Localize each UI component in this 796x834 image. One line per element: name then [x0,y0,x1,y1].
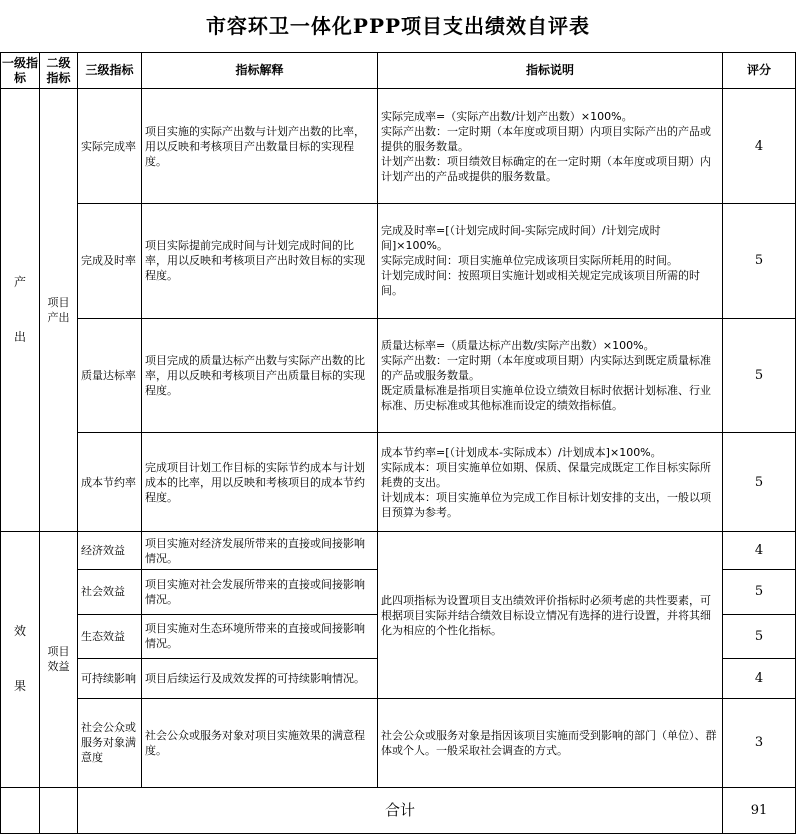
total-score: 91 [723,787,796,833]
total-empty-1 [1,787,40,833]
indicator-score: 4 [723,89,796,204]
total-empty-2 [40,787,78,833]
header-row [1,53,796,89]
category-effect [1,532,40,788]
indicator-score: 4 [723,532,796,570]
table-row [1,699,796,788]
indicator-description: 完成及时率=[（计划完成时间-实际完成时间）/计划完成时间]×100%。 实际完成时间：项目实施单位完成该项目实际所耗用的时间。 计划完成时间：按照项目实施计划或相关规定完成该项目所需的时间。 [378,203,723,318]
indicator-score: 5 [723,203,796,318]
indicator-score: 5 [723,318,796,433]
indicator-score: 5 [723,570,796,614]
indicator-score: 3 [723,699,796,788]
indicator-score: 4 [723,658,796,698]
indicator-name: 质量达标率 [78,318,142,433]
indicator-explanation: 项目完成的质量达标产出数与实际产出数的比率，用以反映和考核项目产出质量目标的实现程度。 [142,318,378,433]
indicator-name: 实际完成率 [78,89,142,204]
indicator-explanation: 项目实施对经济发展所带来的直接或间接影响情况。 [142,532,378,570]
indicator-explanation: 项目实施对社会发展所带来的直接或间接影响情况。 [142,570,378,614]
evaluation-table [0,52,796,834]
indicator-description: 成本节约率=[（计划成本-实际成本）/计划成本]×100%。 实际成本：项目实施单位如期、保质、保量完成既定工作目标实际所耗费的支出。 计划成本：项目实施单位为完成工作目标计划安排的支出，一般以项目预算为参考。 [378,433,723,532]
indicator-explanation: 项目后续运行及成效发挥的可持续影响情况。 [142,658,378,698]
header-level3: 三级指标 [78,53,142,89]
indicator-score: 5 [723,433,796,532]
header-level1: 一级指标 [1,53,40,89]
category-effect-char2: 果 [13,679,26,694]
category-output-char2: 出 [13,330,26,345]
indicator-name: 可持续影响 [78,658,142,698]
table-row [1,203,796,318]
table-row [1,318,796,433]
table-row [1,433,796,532]
indicator-name: 生态效益 [78,614,142,658]
table-row [1,532,796,570]
category-output-char1: 产 [13,275,26,290]
indicator-score: 5 [723,614,796,658]
indicator-name: 成本节约率 [78,433,142,532]
indicator-explanation: 社会公众或服务对象对项目实施效果的满意程度。 [142,699,378,788]
indicator-explanation: 项目实际提前完成时间与计划完成时间的比率，用以反映和考核项目产出时效目标的实现程度。 [142,203,378,318]
indicator-explanation: 项目实施的实际产出数与计划产出数的比率，用以反映和考核项目产出数量目标的实现程度。 [142,89,378,204]
header-description: 指标说明 [378,53,723,89]
header-explanation: 指标解释 [142,53,378,89]
indicator-description: 实际完成率=（实际产出数/计划产出数）×100%。 实际产出数：一定时期（本年度或项目期）内项目实际产出的产品或提供的服务数量。 计划产出数：项目绩效目标确定的在一定时期（本年度或项目期）内计划产出的产品或提供的服务数量。 [378,89,723,204]
shared-description: 此四项指标为设置项目支出绩效评价指标时必须考虑的共性要素，可根据项目实际并结合绩效目标设立情况有选择的进行设置，并将其细化为相应的个性化指标。 [378,532,723,699]
indicator-name: 完成及时率 [78,203,142,318]
indicator-name: 社会效益 [78,570,142,614]
indicator-explanation: 完成项目计划工作目标的实际节约成本与计划成本的比率，用以反映和考核项目的成本节约程度。 [142,433,378,532]
category-effect-char1: 效 [13,624,26,639]
subcategory-effect: 项目效益 [40,532,78,788]
indicator-name: 社会公众或服务对象满意度 [78,699,142,788]
indicator-name: 经济效益 [78,532,142,570]
page-title: 市容环卫一体化PPP项目支出绩效自评表 [205,14,591,38]
category-output [1,89,40,532]
table-row [1,89,796,204]
indicator-description: 质量达标率=（质量达标产出数/实际产出数）×100%。 实际产出数：一定时期（本年度或项目期）内实际达到既定质量标准的产品或服务数量。 既定质量标准是指项目实施单位设立绩效目标时依据计划标准、行业标准、历史标准或其他标准而设定的绩效指标值。 [378,318,723,433]
subcategory-output: 项目产出 [40,89,78,532]
total-row [1,787,796,833]
indicator-explanation: 项目实施对生态环境所带来的直接或间接影响情况。 [142,614,378,658]
header-score: 评分 [723,53,796,89]
total-label: 合计 [78,787,723,833]
indicator-description: 社会公众或服务对象是指因该项目实施而受到影响的部门（单位）、群体或个人。一般采取社会调查的方式。 [378,699,723,788]
header-level2: 二级指标 [40,53,78,89]
